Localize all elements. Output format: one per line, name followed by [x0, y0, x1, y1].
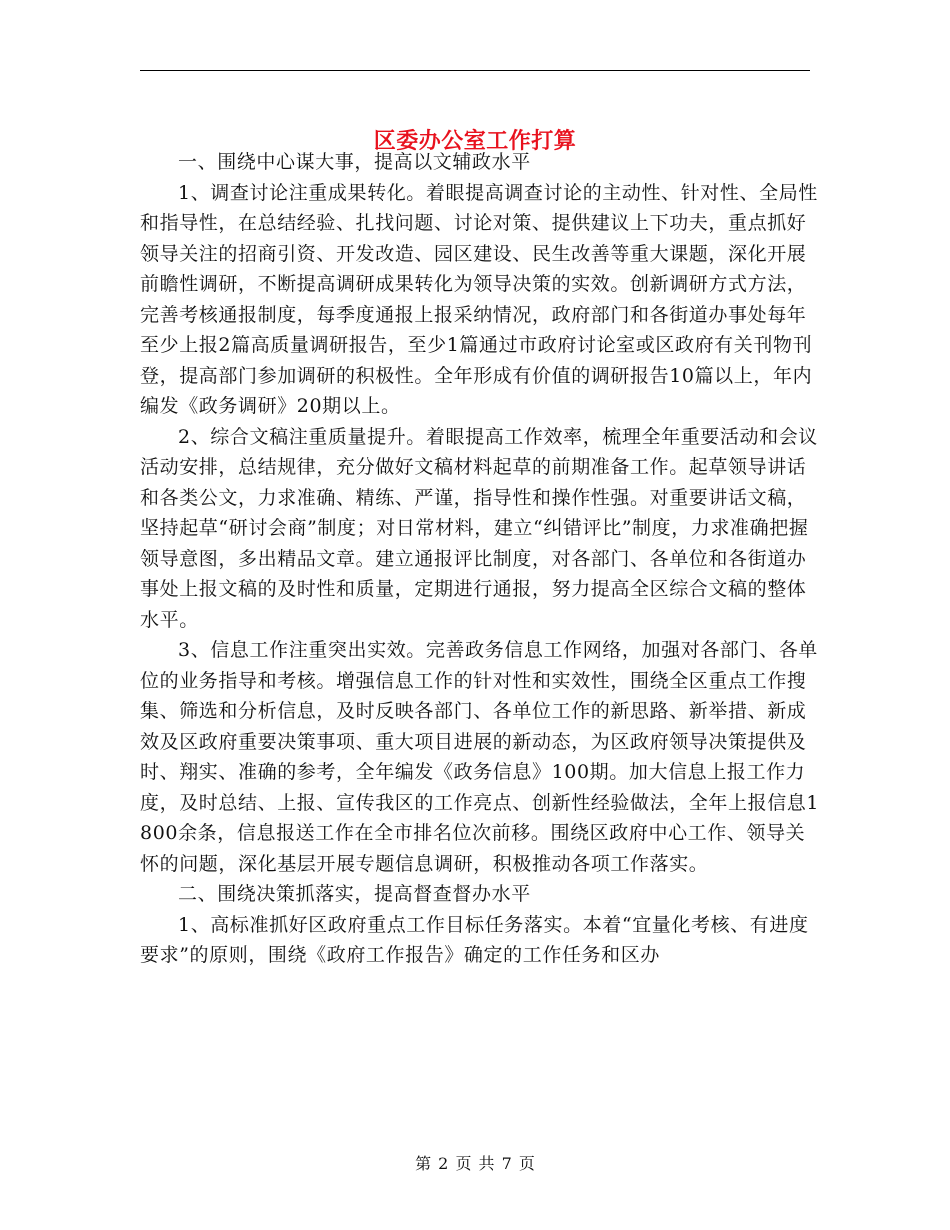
- document-title: 区委办公室工作打算: [373, 127, 577, 154]
- section-heading-2: 二、围绕决策抓落实，提高督查督办水平: [178, 883, 531, 905]
- paragraph-information: 3、信息工作注重突出实效。完善政务信息工作网络，加强对各部门、各单位的业务指导和考核。增强信息工作的针对性和实效性，围绕全区重点工作搜集、筛选和分析信息，及时反映各部门、各单位工作的新思路、新举措、新成效及区政府重要决策事项、重大项目进展的新动态，为区政府领导决策提供及时、翔实、准确的参考，全年编发《政务信息》100期。加大信息上报工作力度，及时总结、上报、宣传我区的工作亮点、创新性经验做法，全年上报信息1800余条，信息报送工作在全市排名位次前移。围绕区政府中心工作、领导关怀的问题，深化基层开展专题信息调研，积极推动各项工作落实。: [140, 639, 820, 875]
- paragraph-supervision: 1、高标准抓好区政府重点工作目标任务落实。本着“宜量化考核、有进度要求”的原则，围绕《政府工作报告》确定的工作任务和区办: [140, 913, 809, 966]
- header-rule: [140, 70, 810, 71]
- page-number-footer: 第 2 页 共 7 页: [415, 1154, 535, 1173]
- paragraph-research: 1、调查讨论注重成果转化。着眼提高调查讨论的主动性、针对性、全局性和指导性，在总结经验、扎找问题、讨论对策、提供建议上下功夫，重点抓好领导关注的招商引资、开发改造、园区建设、民生改善等重大课题，深化开展前瞻性调研，不断提高调研成果转化为领导决策的实效。创新调研方式方法，完善考核通报制度，每季度通报上报采纳情况，政府部门和各街道办事处每年至少上报2篇高质量调研报告，至少1篇通过市政府讨论室或区政府有关刊物刊登，提高部门参加调研的积极性。全年形成有价值的调研报告10篇以上，年内编发《政务调研》20期以上。: [140, 181, 818, 417]
- paragraph-drafting: 2、综合文稿注重质量提升。着眼提高工作效率，梳理全年重要活动和会议活动安排，总结规律，充分做好文稿材料起草的前期准备工作。起草领导讲话和各类公文，力求准确、精练、严谨，指导性和操作性强。对重要讲话文稿，坚持起草“研讨会商”制度；对日常材料，建立“纠错评比”制度，力求准确把握领导意图，多出精品文章。建立通报评比制度，对各部门、各单位和各街道办事处上报文稿的及时性和质量，定期进行通报，努力提高全区综合文稿的整体水平。: [140, 425, 818, 631]
- section-heading-1: 一、围绕中心谋大事，提高以文辅政水平: [178, 151, 531, 173]
- document-body: [140, 147, 820, 971]
